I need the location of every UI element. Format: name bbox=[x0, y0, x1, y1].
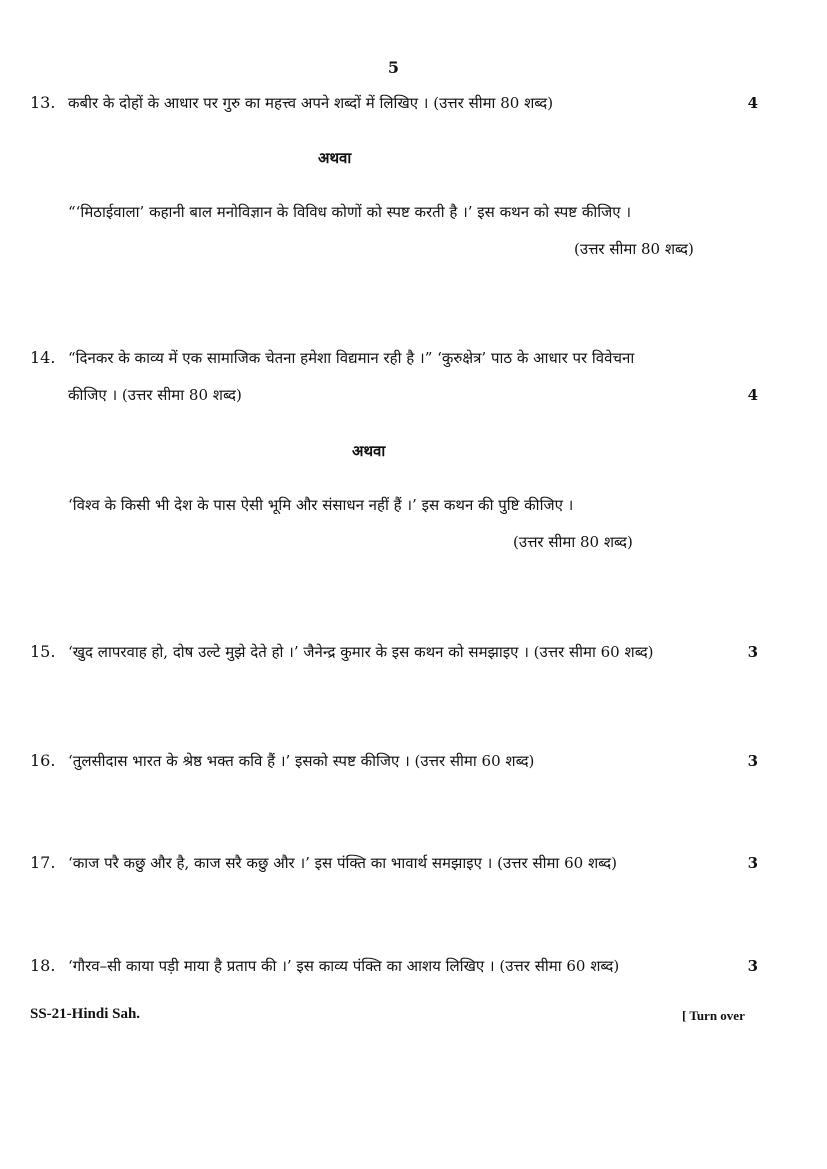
question-text-line-1: “दिनकर के काव्य में एक सामाजिक चेतना हमेशा विद्यमान रही है ।” ‘कुरुक्षेत्र’ पाठ के आधार पर विवेचना bbox=[68, 349, 635, 367]
question-number: 15. bbox=[30, 642, 56, 661]
alternative-question-text: ‘विश्व के किसी भी देश के पास ऐसी भूमि और संसाधन नहीं हैं ।’ इस कथन की पुष्टि कीजिए । bbox=[68, 496, 574, 514]
question-marks: 4 bbox=[747, 94, 758, 112]
question-marks: 3 bbox=[747, 643, 758, 661]
or-label: अथवा bbox=[318, 149, 352, 167]
word-limit: (उत्तर सीमा 80 शब्द) bbox=[513, 533, 633, 551]
question-text: कबीर के दोहों के आधार पर गुरु का महत्त्व अपने शब्दों में लिखिए । (उत्तर सीमा 80 शब्द) bbox=[68, 94, 554, 112]
question-marks: 3 bbox=[747, 957, 758, 975]
question-number: 18. bbox=[30, 956, 56, 975]
or-label: अथवा bbox=[352, 442, 386, 460]
question-text: ‘खुद लापरवाह हो, दोष उल्टे मुझे देते हो ।’ जैनेन्द्र कुमार के इस कथन को समझाइए । (उत्तर सीमा 60 शब्द) bbox=[68, 643, 654, 661]
question-marks: 4 bbox=[747, 386, 758, 404]
question-marks: 3 bbox=[747, 752, 758, 770]
question-number: 16. bbox=[30, 751, 56, 770]
word-limit: (उत्तर सीमा 80 शब्द) bbox=[574, 240, 694, 258]
alternative-question-text: “‘मिठाईवाला’ कहानी बाल मनोविज्ञान के विविध कोणों को स्पष्ट करती है ।’ इस कथन को स्पष्ट कीजिए । bbox=[68, 203, 632, 221]
question-text-line-2: कीजिए । (उत्तर सीमा 80 शब्द) bbox=[68, 386, 242, 404]
question-text: ‘काज परै कछु और है, काज सरै कछु और ।’ इस पंक्ति का भावार्थ समझाइए । (उत्तर सीमा 60 शब्द) bbox=[68, 854, 617, 872]
question-text: ‘गौरव–सी काया पड़ी माया है प्रताप की ।’ इस काव्य पंक्ति का आशय लिखिए । (उत्तर सीमा 60 शब्द) bbox=[68, 957, 620, 975]
page-number: 5 bbox=[387, 58, 400, 77]
question-number: 17. bbox=[30, 853, 56, 872]
question-number: 14. bbox=[30, 348, 56, 367]
turn-over-note: [ Turn over bbox=[682, 1008, 745, 1023]
question-number: 13. bbox=[30, 93, 56, 112]
question-marks: 3 bbox=[747, 854, 758, 872]
paper-code: SS-21-Hindi Sah. bbox=[30, 1006, 141, 1022]
question-text: ‘तुलसीदास भारत के श्रेष्ठ भक्त कवि हैं ।’ इसको स्पष्ट कीजिए । (उत्तर सीमा 60 शब्द) bbox=[68, 752, 535, 770]
